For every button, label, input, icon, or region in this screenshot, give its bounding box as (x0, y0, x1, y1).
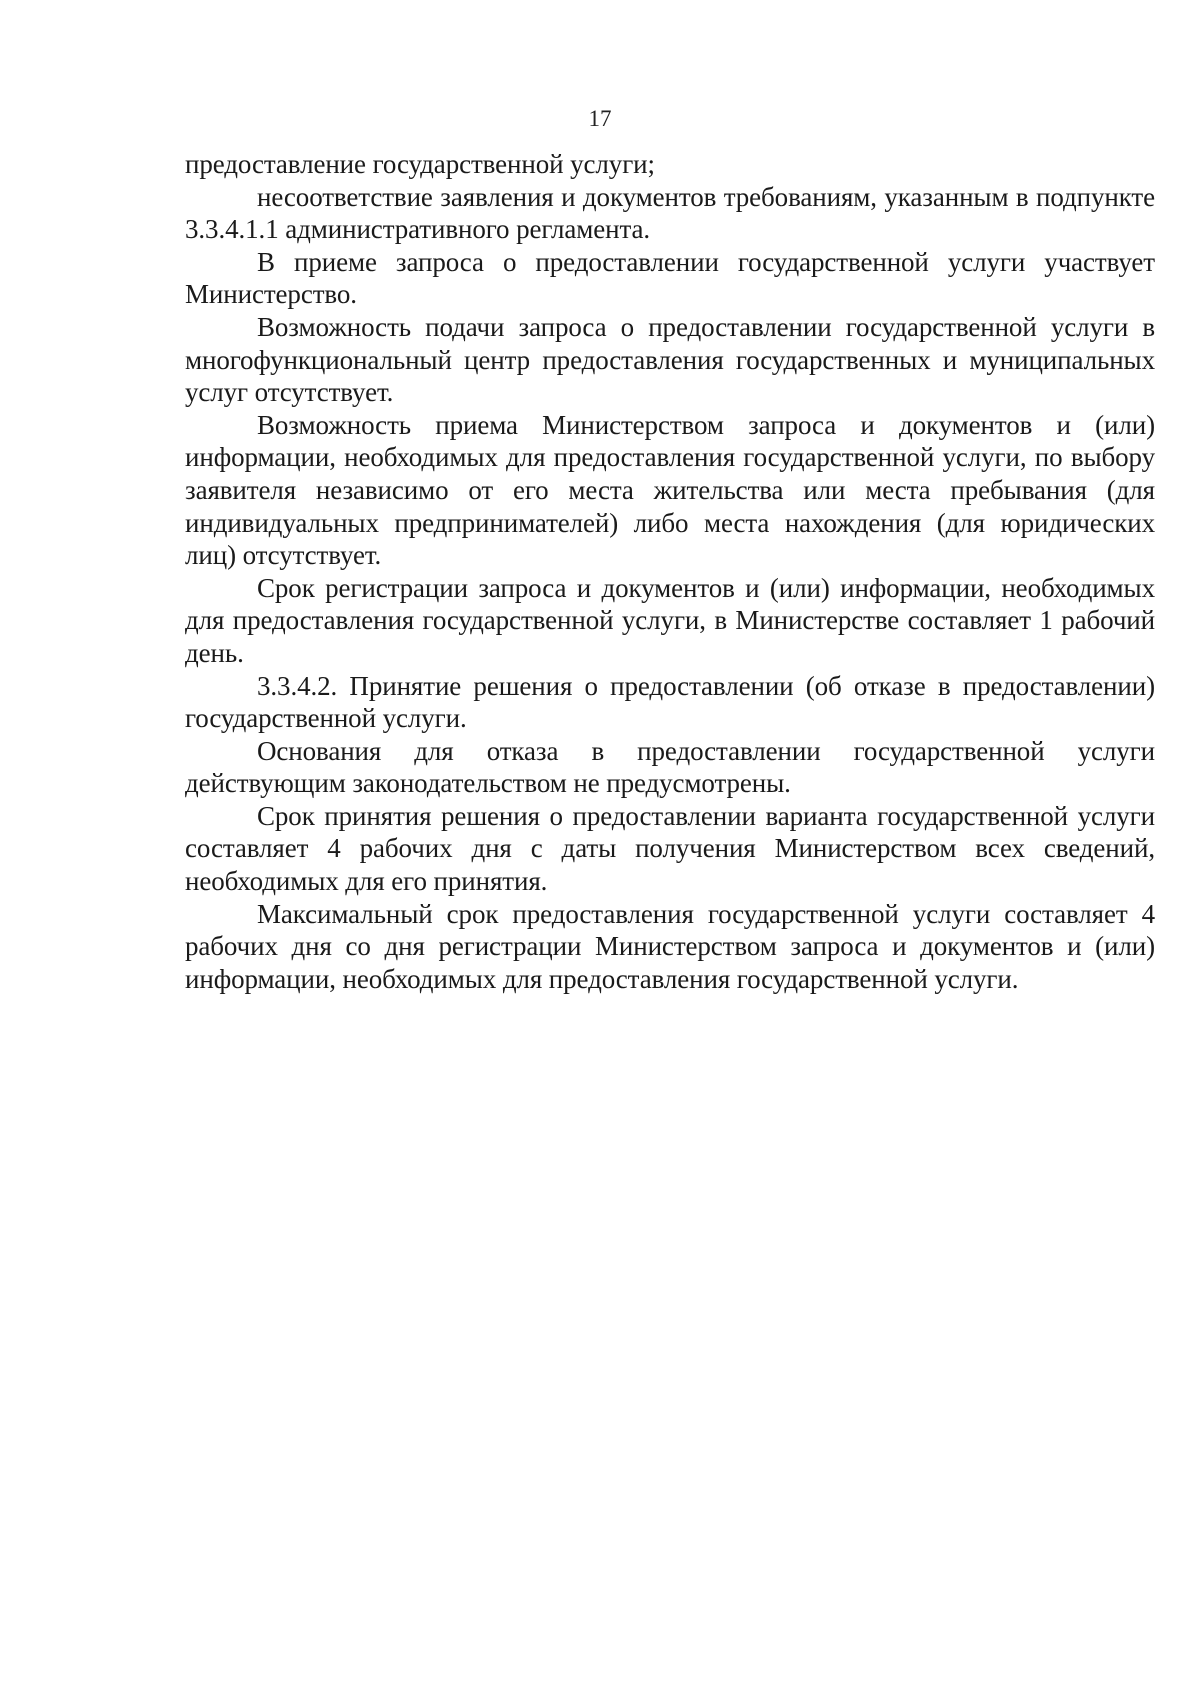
document-body (185, 148, 1155, 995)
paragraph-mfc-submission: Возможность подачи запроса о предоставлении государственной услуги в многофункциональный центр предоставления государственных и муниципальных услуг отсутствует. (185, 311, 1155, 408)
paragraph-section-heading: 3.3.4.2. Принятие решения о предоставлении (об отказе в предоставлении) государственной услуги. (185, 670, 1155, 734)
paragraph-extraterritorial: Возможность приема Министерством запроса и документов и (или) информации, необходимых для предоставления государственной услуги, по выбору заявителя независимо от его места жительства или места пребывания (для индивидуальных предпринимателей) либо места нахождения (для юридических лиц) отсутствует. (185, 409, 1155, 571)
paragraph-max-term: Максимальный срок предоставления государственной услуги составляет 4 рабочих дня со дня регистрации Министерством запроса и документов и (или) информации, необходимых для предоставления государственной услуги. (185, 898, 1155, 994)
page-number: 17 (588, 106, 612, 131)
paragraph-decision-term: Срок принятия решения о предоставлении варианта государственной услуги составляет 4 рабочих дня с даты получения Министерством всех сведений, необходимых для его принятия. (185, 800, 1155, 897)
paragraph-refusal-grounds: Основания для отказа в предоставлении государственной услуги действующим законодательством не предусмотрены. (185, 735, 1155, 799)
paragraph-participant: В приеме запроса о предоставлении государственной услуги участвует Министерство. (185, 246, 1155, 310)
paragraph-nonconformity: несоответствие заявления и документов требованиям, указанным в подпункте 3.3.4.1.1 административного регламента. (185, 181, 1155, 245)
paragraph-registration-term: Срок регистрации запроса и документов и (или) информации, необходимых для предоставления государственной услуги, в Министерстве составляет 1 рабочий день. (185, 572, 1155, 668)
paragraph-continuation: предоставление государственной услуги; (185, 149, 655, 179)
